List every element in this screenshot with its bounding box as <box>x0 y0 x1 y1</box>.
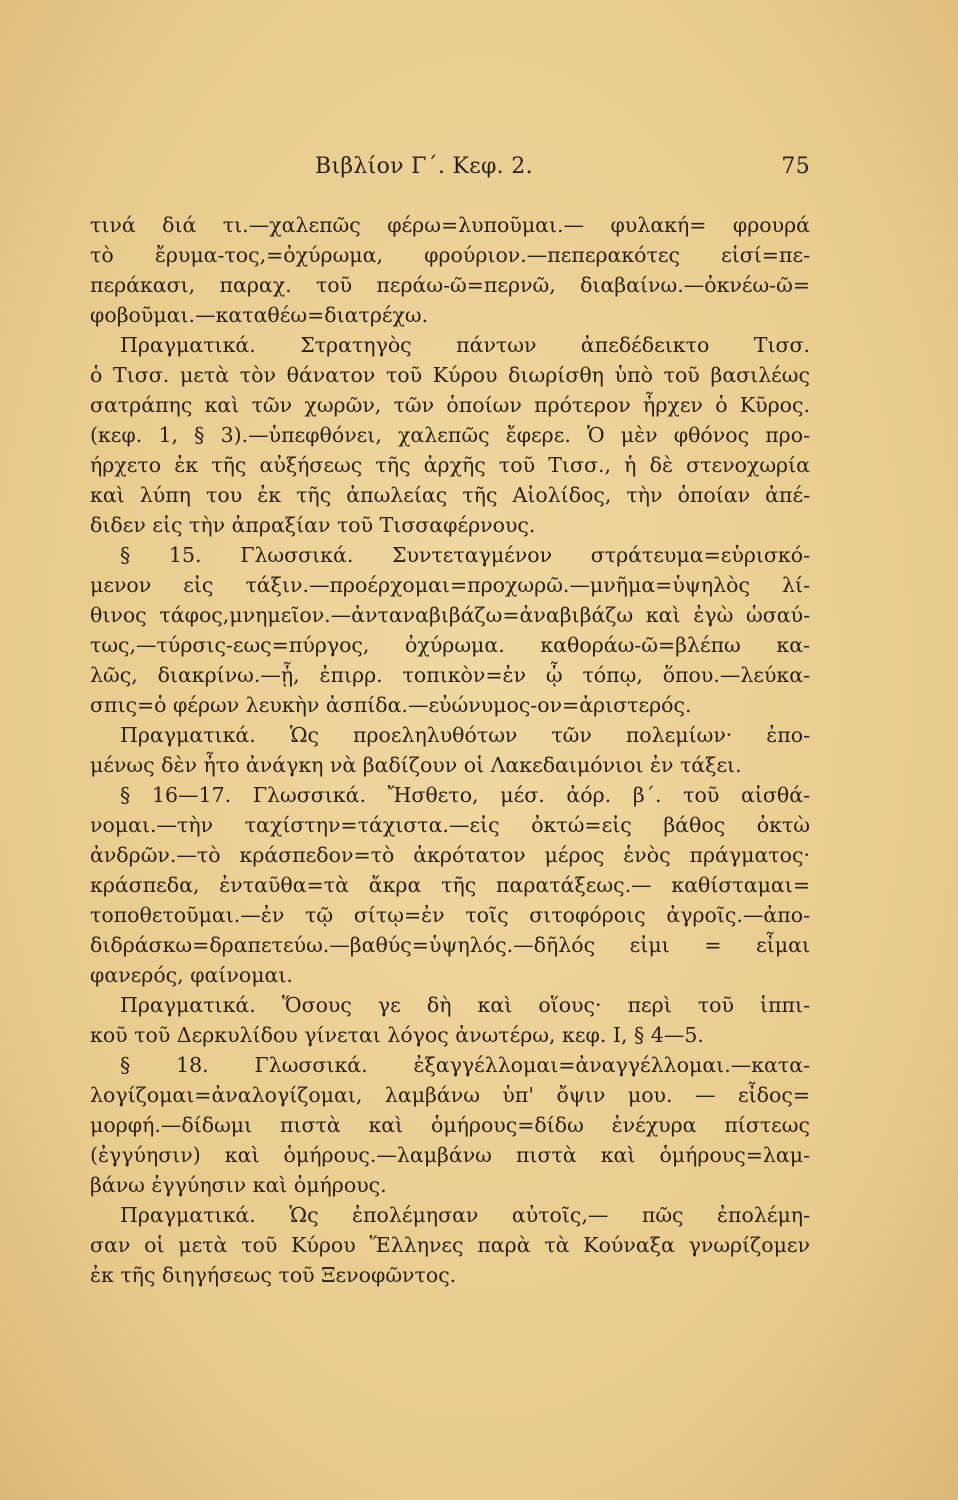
paragraph-glossary-1 <box>90 210 810 330</box>
text-line: μένως δὲν ἦτο ἀνάγκη νὰ βαδίζουν οἱ Λακεδαιμόνιοι ἐν τάξει. <box>90 753 742 777</box>
text-line: ήρχετο ἐκ τῆς αὐξήσεως τῆς ἀρχῆς τοῦ Τισσ., ἡ δὲ στενοχωρία <box>90 453 810 477</box>
text-line: ἐκ τῆς διηγήσεως τοῦ Ξενοφῶντος. <box>90 1263 457 1287</box>
text-line: διδράσκω=δραπετεύω.—βαθύς=ὑψηλός.—δῆλός εἰμι = εἶμαι <box>90 933 810 957</box>
text-line: θινος τάφος,μνημεῖον.—ἀνταναβιβάζω=ἀναβιβάζω καὶ ἐγὼ ὡσαύ- <box>90 603 810 627</box>
running-head: Βιβλίον Γ΄. Κεφ. 2. <box>315 154 533 179</box>
text-line: τινά διά τι.—χαλεπῶς φέρω=λυποῦμαι.— φυλακή= φρουρά <box>90 213 810 237</box>
text-line: κράσπεδα, ἐνταῦθα=τὰ ἄκρα τῆς παρατάξεως.— καθίσταμαι= <box>90 873 810 897</box>
text-line: περάκασι, παραχ. τοῦ περάω-ῶ=περνῶ, διαβαίνω.—ὀκνέω-ῶ= <box>90 273 810 297</box>
text-line: Πραγματικά. Στρατηγὸς πάντων ἀπεδέδεικτο Τισσ. <box>120 333 810 357</box>
paragraph-section-15 <box>90 540 810 720</box>
text-line: φανερός, φαίνομαι. <box>90 963 293 987</box>
text-line: μορφή.—δίδωμι πιστὰ καὶ ὁμήρους=δίδω ἐνέχυρα πίστεως <box>90 1113 810 1137</box>
text-line: § 18. Γλωσσικά. ἐξαγγέλλομαι=ἀναγγέλλομαι.—κατα- <box>120 1053 810 1077</box>
text-line: τοποθετοῦμαι.—ἐν τῷ σίτῳ=ἐν τοῖς σιτοφόροις ἀγροῖς.—ἀπο- <box>90 903 810 927</box>
text-line: § 16—17. Γλωσσικά. Ἤσθετο, μέσ. ἀόρ. β΄. τοῦ αἰσθά- <box>120 783 810 807</box>
text-line: βάνω ἐγγύησιν καὶ ὁμήρους. <box>90 1173 387 1197</box>
text-line: σατράπης καὶ τῶν χωρῶν, τῶν ὁποίων πρότερον ἦρχεν ὁ Κῦρος. <box>90 393 810 417</box>
text-line: (κεφ. 1, § 3).—ὑπεφθόνει, χαλεπῶς ἔφερε. Ὁ μὲν φθόνος προ- <box>90 423 810 447</box>
text-line: τὸ ἔρυμα-τος,=ὀχύρωμα, φρούριον.—πεπερακότες εἰσί=πε- <box>90 243 810 267</box>
page-number: 75 <box>781 154 810 179</box>
text-line: νομαι.—τὴν ταχίστην=τάχιστα.—εἰς ὀκτώ=εἰς βάθος ὀκτὼ <box>90 813 810 837</box>
paragraph-pragmatika-3 <box>90 990 810 1050</box>
paragraph-pragmatika-4 <box>90 1200 810 1290</box>
text-body <box>90 210 810 1290</box>
text-line: (ἐγγύησιν) καὶ ὁμήρους.—λαμβάνω πιστὰ καὶ ὁμήρους=λαμ- <box>90 1143 810 1167</box>
text-line: φοβοῦμαι.—καταθέω=διατρέχω. <box>90 303 429 327</box>
text-line: μενον εἰς τάξιν.—προέρχομαι=προχωρῶ.—μνῆμα=ὑψηλὸς λί- <box>90 573 810 597</box>
page-header <box>90 150 810 190</box>
paragraph-section-16-17 <box>90 780 810 990</box>
text-line: Πραγματικά. Ὡς προεληλυθότων τῶν πολεμίων· ἐπο- <box>120 723 810 747</box>
text-line: λῶς, διακρίνω.—ᾗ, ἐπιρρ. τοπικὸν=ἐν ᾧ τόπῳ, ὅπου.—λεύκα- <box>90 663 810 687</box>
text-line: κοῦ τοῦ Δερκυλίδου γίνεται λόγος ἀνωτέρω, κεφ. Ι, § 4—5. <box>90 1023 704 1047</box>
paragraph-pragmatika-1 <box>90 330 810 540</box>
text-line: λογίζομαι=ἀναλογίζομαι, λαμβάνω ὑπ' ὄψιν μου. — εἶδος= <box>90 1083 810 1107</box>
text-line: ὁ Τισσ. μετὰ τὸν θάνατον τοῦ Κύρου διωρίσθη ὑπὸ τοῦ βασιλέως <box>90 363 810 387</box>
text-line: διδεν εἰς τὴν ἀπραξίαν τοῦ Τισσαφέρνους. <box>90 513 536 537</box>
text-line: Πραγματικά. Ὅσους γε δὴ καὶ οἵους· περὶ τοῦ ἱππι- <box>120 993 810 1017</box>
text-line: ἀνδρῶν.—τὸ κράσπεδον=τὸ ἀκρότατον μέρος ἑνὸς πράγματος· <box>90 843 810 867</box>
text-line: Πραγματικά. Ὡς ἐπολέμησαν αὐτοῖς,— πῶς ἐπολέμη- <box>120 1203 810 1227</box>
text-line: § 15. Γλωσσικά. Συντεταγμένον στράτευμα=εὑρισκό- <box>120 543 810 567</box>
text-line: τως,—τύρσις-εως=πύργος, ὀχύρωμα. καθοράω-ῶ=βλέπω κα- <box>90 633 810 657</box>
text-line: σαν οἱ μετὰ τοῦ Κύρου Ἕλληνες παρὰ τὰ Κούναξα γνωρίζομεν <box>90 1233 810 1257</box>
text-line: καὶ λύπη του ἐκ τῆς ἀπωλείας τῆς Αἰολίδος, τὴν ὁποίαν ἀπέ- <box>90 483 810 507</box>
paragraph-pragmatika-2 <box>90 720 810 780</box>
text-line: σπις=ὁ φέρων λευκὴν ἀσπίδα.—εὐώνυμος-ον=ἀριστερός. <box>90 693 692 717</box>
paragraph-section-18 <box>90 1050 810 1200</box>
